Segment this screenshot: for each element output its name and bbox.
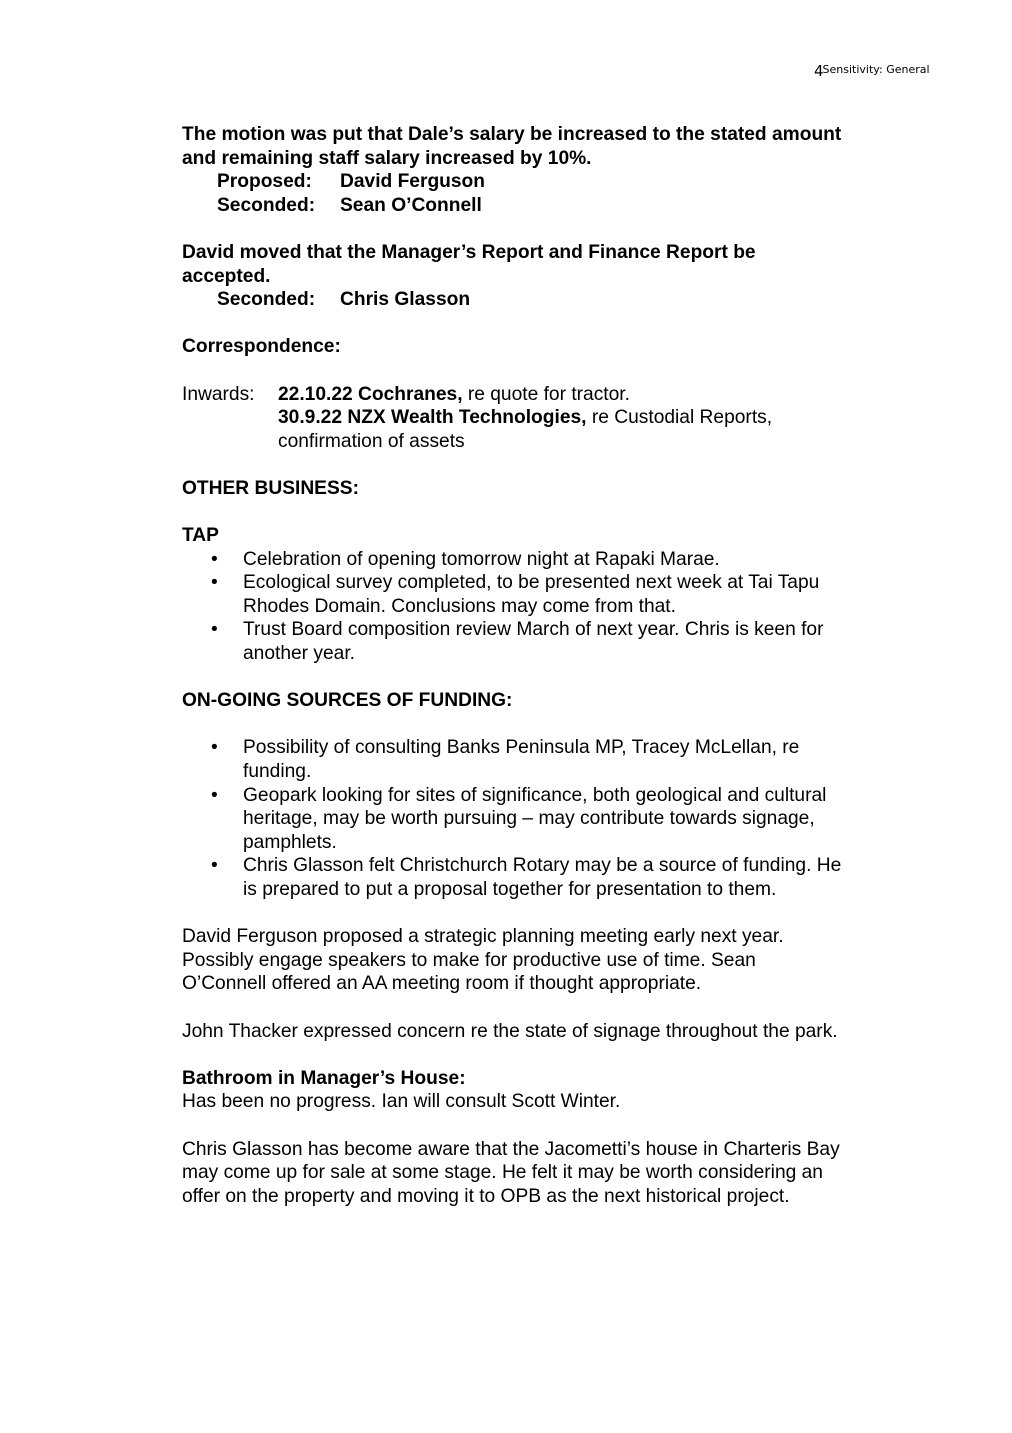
salary-motion-text: The motion was put that Dale’s salary be increased to the stated amount and remaining staff salary increased by 10%. (182, 124, 842, 169)
list-item: • Geopark looking for sites of significance, both geological and cultural heritage, may be worth pursuing – may contribute towards signage, pamphlets. (182, 784, 842, 855)
list-item: • Trust Board composition review March of next year. Chris is keen for another year. (182, 618, 842, 665)
proposed-value: David Ferguson (340, 171, 485, 193)
document-body (182, 123, 842, 1208)
inwards-label: Inwards: (182, 383, 255, 405)
correspondence-heading: Correspondence: (182, 336, 341, 358)
tap-heading: TAP (182, 525, 219, 547)
signage-paragraph: John Thacker expressed concern re the state of signage throughout the park. (182, 1020, 838, 1042)
reports-motion-seconded (182, 288, 842, 312)
sensitivity-label: Sensitivity: General (822, 63, 930, 76)
inwards-item (278, 406, 842, 453)
funding-bullet-list (182, 736, 842, 901)
seconded-value: Chris Glasson (340, 289, 471, 311)
inwards-item-detail: re quote for tractor. (462, 383, 630, 405)
other-business-heading: OTHER BUSINESS: (182, 477, 359, 499)
inwards-list (278, 383, 842, 454)
funding-heading: ON-GOING SOURCES OF FUNDING: (182, 690, 513, 712)
seconded-label: Seconded: (217, 289, 316, 311)
salary-motion-proposed (182, 170, 842, 194)
inwards-item-title: 22.10.22 Cochranes, (278, 383, 463, 405)
jacometti-house-paragraph: Chris Glasson has become aware that the Jacometti’s house in Charteris Bay may come up for sale at some stage. He felt it may be worth considering an offer on the property and moving it to OPB as the next historical project. (182, 1138, 840, 1207)
list-item: • Celebration of opening tomorrow night at Rapaki Marae. (182, 548, 842, 572)
proposed-label: Proposed: (217, 171, 312, 193)
inwards-item-detail: re Custodial Reports, confirmation of assets (278, 407, 773, 452)
inwards-item (278, 383, 842, 407)
strategic-planning-paragraph: David Ferguson proposed a strategic planning meeting early next year. Possibly engage speakers to make for productive use of time. Sean O’Connell offered an AA meeting room if thought appropriate. (182, 926, 784, 995)
seconded-value: Sean O’Connell (340, 194, 482, 216)
seconded-label: Seconded: (217, 194, 316, 216)
list-item: • Ecological survey completed, to be presented next week at Tai Tapu Rhodes Domain. Conclusions may come from that. (182, 571, 842, 618)
page-number: 4 (814, 62, 824, 80)
list-item: • Chris Glasson felt Christchurch Rotary may be a source of funding. He is prepared to put a proposal together for presentation to them. (182, 854, 842, 901)
list-item: • Possibility of consulting Banks Peninsula MP, Tracey McLellan, re funding. (182, 736, 842, 783)
bathroom-heading: Bathroom in Manager’s House: (182, 1067, 466, 1089)
bathroom-text: Has been no progress. Ian will consult Scott Winter. (182, 1091, 621, 1113)
tap-bullet-list (182, 548, 842, 666)
salary-motion-seconded (182, 194, 842, 218)
correspondence-inwards (182, 383, 842, 454)
page-header (814, 61, 930, 80)
reports-motion-text: David moved that the Manager’s Report and Finance Report be accepted. (182, 241, 756, 287)
inwards-item-title: 30.9.22 NZX Wealth Technologies, (278, 407, 587, 429)
